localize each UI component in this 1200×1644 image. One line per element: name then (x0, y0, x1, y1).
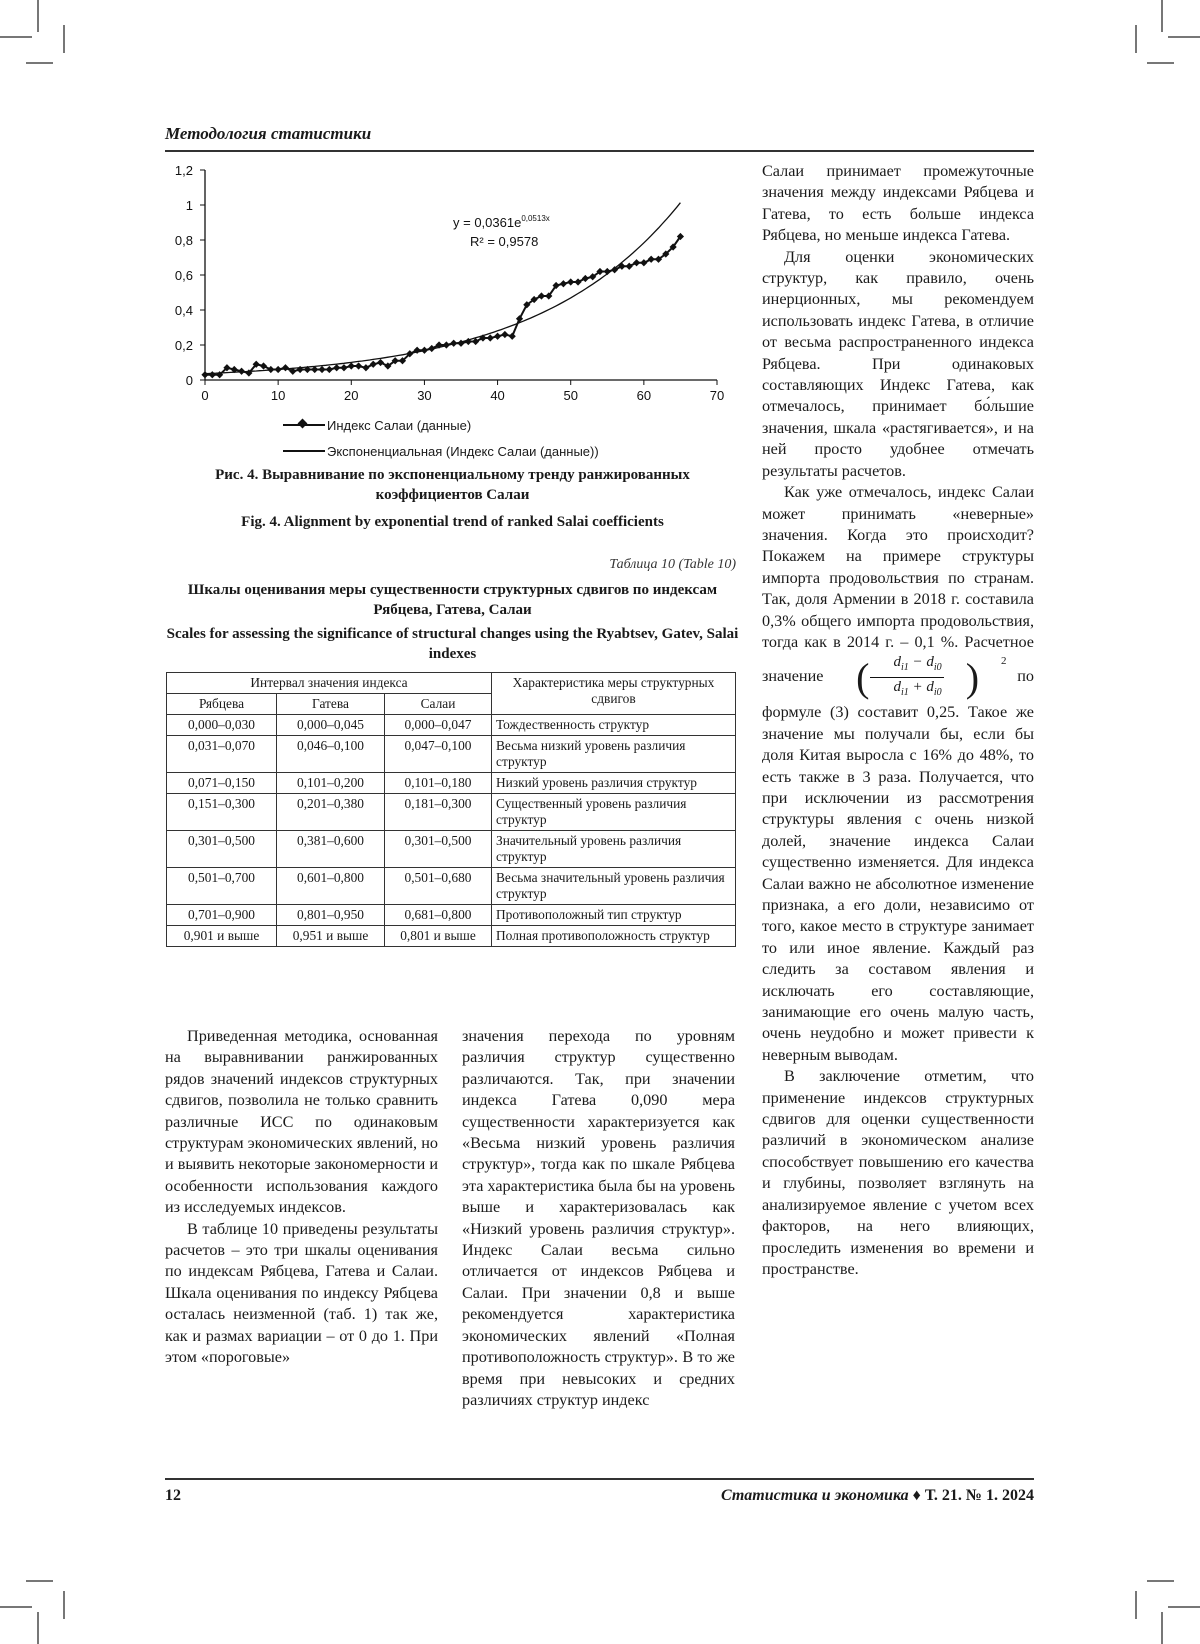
data-point (348, 362, 355, 369)
table-row (167, 736, 736, 773)
crop-mark (1168, 36, 1200, 38)
cell-characteristic: Весьма значительный уровень различия структур (492, 868, 736, 905)
data-point (421, 347, 428, 354)
column-header-ryabtsev: Рябцева (167, 694, 277, 715)
legend-marker-line-diamond (283, 424, 325, 426)
data-point (494, 333, 501, 340)
r-squared-label: R² = 0,9578 (470, 234, 539, 249)
cell-gatev: 0,046–0,100 (277, 736, 385, 773)
data-point (209, 371, 216, 378)
cell-characteristic: Противоположный тип структур (492, 905, 736, 926)
crop-mark (26, 1580, 53, 1582)
table-row (167, 794, 736, 831)
y-tick-label: 0,4 (174, 303, 193, 318)
cell-ryabtsev: 0,071–0,150 (167, 773, 277, 794)
data-point (501, 331, 508, 338)
cell-characteristic: Существенный уровень различия структур (492, 794, 736, 831)
cell-salai: 0,681–0,800 (385, 905, 492, 926)
trend-equation: $y = 0,0361e^{0,0513x}$ (453, 214, 550, 230)
data-point (377, 359, 384, 366)
data-point (282, 364, 289, 371)
y-tick-label: 0,6 (174, 268, 193, 283)
table-row (167, 831, 736, 868)
formula-paren-left: ( (856, 654, 870, 700)
cell-ryabtsev: 0,031–0,070 (167, 736, 277, 773)
cell-ryabtsev: 0,151–0,300 (167, 794, 277, 831)
table-label: Таблица 10 (Table 10) (609, 557, 736, 572)
data-series-line (205, 237, 680, 375)
crop-mark (0, 1606, 32, 1608)
crop-mark (0, 36, 32, 38)
crop-mark (1161, 1612, 1163, 1644)
data-point (201, 371, 208, 378)
header-rule (165, 150, 1034, 152)
data-point (611, 266, 618, 273)
cell-ryabtsev: 0,701–0,900 (167, 905, 277, 926)
paragraph: В таблице 10 приведены результаты расчетов – это три шкалы оценивания по индексам Рябцева, Гатева и Салаи. Шкала оценивания по индексу Рябцева осталась неизменной (таб. 1) так же, как и размах вариации – от 0 до 1. При этом «пороговые» (165, 1219, 438, 1367)
cell-characteristic: Весьма низкий уровень различия структур (492, 736, 736, 773)
data-point (574, 278, 581, 285)
table-row (167, 715, 736, 736)
data-point (633, 259, 640, 266)
footer-rule (165, 1478, 1034, 1480)
cell-characteristic: Низкий уровень различия структур (492, 773, 736, 794)
data-point (567, 278, 574, 285)
data-point (626, 263, 633, 270)
paragraph: Приведенная методика, основанная на выравнивании ранжированных рядов значений индексов структурных сдвигов, позволила не только сравнить различные ИСС по одинаковым структурам экономических явлений, но и выявить некоторые закономерности и особенности использования каждого из исследуемых индексов. (165, 1027, 438, 1217)
cell-salai: 0,801 и выше (385, 926, 492, 947)
formula-paren-right: ) (965, 654, 980, 700)
running-header: Методология статистики (165, 124, 372, 143)
journal-footer (721, 1487, 1034, 1505)
crop-mark (63, 1591, 65, 1619)
crop-mark (1135, 25, 1137, 53)
formula-exponent: 2 (1001, 655, 1007, 668)
data-point (560, 280, 567, 287)
table-title-en: Scales for assessing the significance of structural changes using the Ryabtsev, Gatev, Salai indexes (166, 626, 739, 662)
formula-fraction: $\frac{d_{i1} - d_{i0}}{d_{i1} + d_{i0}}$ (870, 653, 944, 702)
y-tick-label: 0,8 (174, 233, 193, 248)
y-tick-label: 1,2 (174, 163, 193, 178)
crop-mark (1168, 1606, 1200, 1608)
crop-mark (1161, 0, 1163, 32)
data-point (362, 364, 369, 371)
cell-ryabtsev: 0,501–0,700 (167, 868, 277, 905)
data-point (260, 362, 267, 369)
x-tick-label: 60 (636, 388, 652, 403)
cell-characteristic: Тождественность структур (492, 715, 736, 736)
data-point (340, 364, 347, 371)
paragraph: В заключение отметим, что применение индексов структурных сдвигов для оценки существенности различий в экономическом анализе способствует повышению его качества и глубины, позволяет взглянуть на анализируемое явление с учетом всех факторов, на него влияющих, проследить изменения во времени и пространстве. (762, 1067, 1034, 1278)
cell-gatev: 0,951 и выше (277, 926, 385, 947)
data-point (326, 366, 333, 373)
column-header-salai: Салаи (385, 694, 492, 715)
table-row (167, 926, 736, 947)
data-point (333, 364, 340, 371)
data-point (370, 361, 377, 368)
crop-mark (37, 1612, 39, 1644)
journal-issue: Т. 21. № 1. 2024 (924, 1487, 1034, 1504)
crop-mark (1147, 62, 1174, 64)
data-point (450, 340, 457, 347)
y-tick-label: 0,2 (174, 338, 193, 353)
text-column-middle (462, 1026, 735, 1411)
chart-legend (283, 412, 599, 464)
crop-mark (1147, 1580, 1174, 1582)
cell-gatev: 0,601–0,800 (277, 868, 385, 905)
legend-item-trend (283, 438, 599, 464)
text-column-left (165, 1026, 438, 1369)
data-point (648, 256, 655, 263)
paragraph: Салаи принимает промежуточные значения между индексами Рябцева и Гатева, то есть больше индекса Рябцева, но меньше индекса Гатева. (762, 162, 1034, 245)
data-point (443, 341, 450, 348)
cell-salai: 0,047–0,100 (385, 736, 492, 773)
characteristic-header: Характеристика меры структурных сдвигов (492, 673, 736, 715)
paragraph: Для оценки экономических структур, как правило, очень инерционных, мы рекомендуем использовать индекс Гатева, в отличие от весьма распространенного индекса Рябцева. При одинаковых составляющих Индекс Гатева, как отмечалось, принимает бо́льшие значения, шкала «растягивается», и на ней просто удобнее отмечать результаты расчетов. (762, 247, 1034, 480)
crop-mark (37, 0, 39, 32)
cell-gatev: 0,000–0,045 (277, 715, 385, 736)
cell-salai: 0,181–0,300 (385, 794, 492, 831)
table-row (167, 773, 736, 794)
table-title-ru: Шкалы оценивания меры существенности структурных сдвигов по индексам Рябцева, Гатева, Салаи (187, 582, 718, 618)
paragraph (762, 482, 1034, 1066)
figure-caption-en: Fig. 4. Alignment by exponential trend of ranked Salai coefficients (241, 514, 664, 530)
paragraph-text: Как уже отмечалось, индекс Салаи может принимать «неверные» значения. Когда это происходит? Покажем на примере структуры импорта продовольствия по странам. Так, доля Армении в 2018 г. составила 0,3% общего импорта продовольствия, тогда как в 2014 г. – 0,1 %. Расчетное значение (762, 483, 1034, 686)
column-header-gatev: Гатева (277, 694, 385, 715)
table-row (167, 868, 736, 905)
cell-ryabtsev: 0,000–0,030 (167, 715, 277, 736)
cell-salai: 0,000–0,047 (385, 715, 492, 736)
x-tick-label: 40 (490, 388, 505, 403)
data-point (267, 366, 274, 373)
diamond-icon: ♦ (912, 1487, 921, 1504)
page-number: 12 (165, 1487, 181, 1504)
table-row (167, 905, 736, 926)
data-point (428, 345, 435, 352)
salai-formula (834, 653, 1006, 702)
x-tick-label: 50 (563, 388, 578, 403)
cell-salai: 0,501–0,680 (385, 868, 492, 905)
legend-label: Индекс Салаи (данные) (327, 417, 472, 433)
legend-item-data (283, 412, 599, 438)
cell-salai: 0,301–0,500 (385, 831, 492, 868)
data-point (318, 366, 325, 373)
journal-name: Статистика и экономика (720, 1487, 909, 1504)
x-tick-label: 20 (344, 388, 359, 403)
x-tick-label: 30 (417, 388, 432, 403)
legend-marker-line (283, 450, 325, 452)
x-tick-label: 10 (270, 388, 286, 403)
y-tick-label: 1 (185, 198, 193, 213)
cell-ryabtsev: 0,301–0,500 (167, 831, 277, 868)
paragraph: значения перехода по уровням различия структур существенно различаются. Так, при значении индекса Гатева 0,090 мера существенности характеризуется как «Весьма низкий уровень различия структур», тогда как по шкале Рябцева эта характеристика была бы на уровень выше и характеризовалась как «Низкий уровень различия структур». Индекс Салаи весьма сильно отличается от индексов Рябцева и Салаи. При значении 0,8 и выше рекомендуется характеристика экономических явлений «Полная противоположность структур». В то же время при невысоких и средних различиях структур индекс (462, 1027, 735, 1409)
data-point (509, 333, 516, 340)
cell-ryabtsev: 0,901 и выше (167, 926, 277, 947)
cell-gatev: 0,801–0,950 (277, 905, 385, 926)
crop-mark (63, 25, 65, 53)
cell-characteristic: Значительный уровень различия структур (492, 831, 736, 868)
cell-gatev: 0,201–0,380 (277, 794, 385, 831)
paragraph-text: по формуле (3) составит 0,25. Такое же значение мы получали бы, если бы доля Китая выросла с 16% до 48%, то есть также в 3 раза. Получается, что при исключении из рассмотрения структуры явления с очень низкой долей, значение индекса Салаи существенно изменяется. Для индекса Салаи важно не абсолютное изменение признака, а его доли, независимо от того, какое место в структуре занимает то или иное явление. Каждый раз следить за составом явления и исключать его составляющие, занимающие его очень малую часть, очень неудобно и может привести к неверным выводам. (762, 667, 1035, 1064)
scales-table (166, 672, 736, 947)
cell-salai: 0,101–0,180 (385, 773, 492, 794)
data-point (640, 259, 647, 266)
data-point (238, 368, 245, 375)
y-tick-label: 0 (185, 373, 193, 388)
crop-mark (26, 62, 53, 64)
interval-group-header: Интервал значения индекса (167, 673, 492, 694)
cell-characteristic: Полная противоположность структур (492, 926, 736, 947)
legend-label: Экспоненциальная (Индекс Салаи (данные)) (327, 443, 599, 459)
cell-gatev: 0,101–0,200 (277, 773, 385, 794)
exponential-trend-line (205, 203, 680, 374)
data-point (355, 362, 362, 369)
crop-mark (1135, 1591, 1137, 1619)
data-point (538, 292, 545, 299)
cell-gatev: 0,381–0,600 (277, 831, 385, 868)
figure-caption-ru: Рис. 4. Выравнивание по экспоненциальному тренду ранжированных коэффициентов Салаи (215, 467, 690, 503)
data-point (582, 275, 589, 282)
x-tick-label: 70 (709, 388, 725, 403)
data-point (487, 334, 494, 341)
data-point (604, 268, 611, 275)
text-column-right (762, 161, 1034, 1280)
x-tick-label: 0 (201, 388, 209, 403)
data-point (275, 366, 282, 373)
